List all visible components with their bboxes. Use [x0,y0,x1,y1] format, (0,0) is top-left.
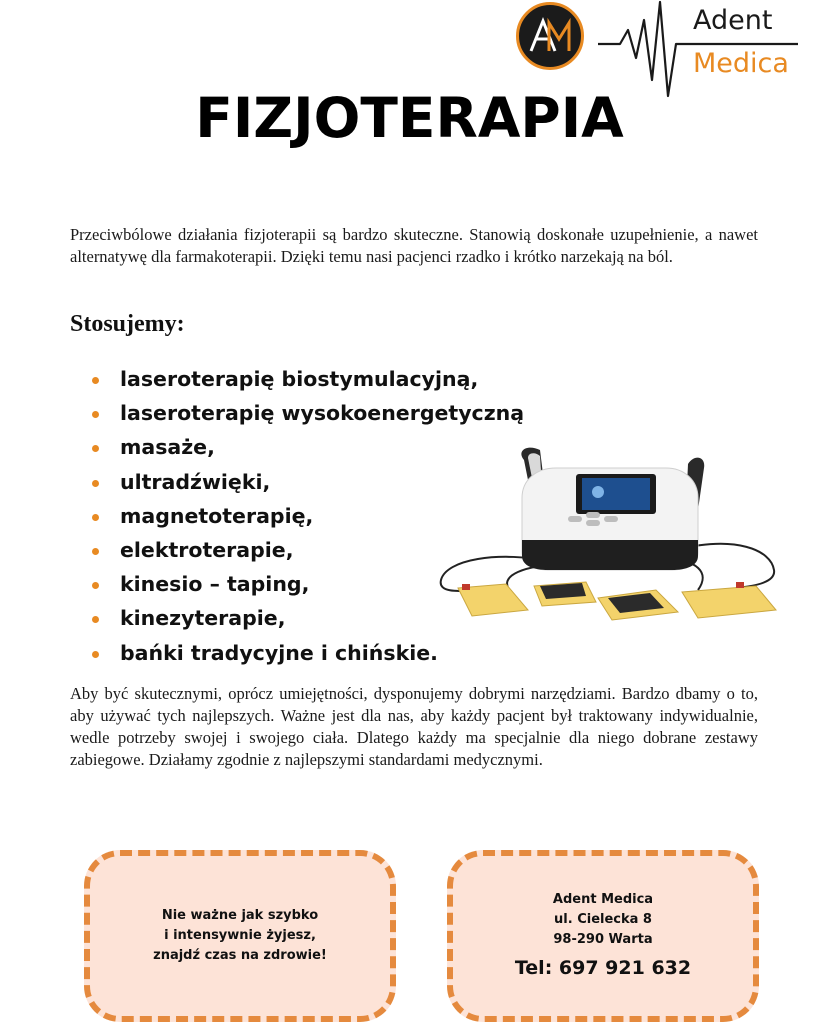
outro-paragraph: Aby być skutecznymi, oprócz umiejętności, dysponujemy dobrymi narzędziami. Bardzo dbamy o to, aby używać tych najlepszych. Ważne jest dla nas, aby każdy pacjent był traktowany indywidualnie, wedle potrzeby swojej i swojego ciała. Dlatego każdy ma specjalnie dla niego dobrane zestawy zabiegowe. Działamy zgodnie z najlepszymi standardami medycznymi. [70,684,758,769]
bullet-icon [92,514,99,521]
bullet-icon [92,377,99,384]
slogan-line: znajdź czas na zdrowie! [153,948,327,963]
brand-name-line1: Adent [693,5,773,36]
list-item-label: elektroterapie, [120,538,294,563]
brand-name-line2: Medica [693,48,789,79]
slogan-line: Nie ważne jak szybko [161,908,319,923]
bullet-icon [92,582,99,589]
list-item-label: magnetoterapię, [120,503,314,528]
contact-name: Adent Medica [552,892,654,907]
list-item [92,396,524,430]
bullet-icon [92,445,99,452]
slogan-box [84,850,396,1022]
bullet-icon [92,548,99,555]
list-item-label: ultradźwięki, [120,469,271,494]
list-item [92,636,524,670]
intro-paragraph: Przeciwbólowe działania fizjoterapii są bardzo skuteczne. Stanowią doskonałe uzupełnienie, a nawet alternatywę dla farmakoterapii. Dzięki temu nasi pacjenci rzadko i krótko narzekają na ból. [70,225,758,266]
slogan-line: i intensywnie żyjesz, [164,928,316,943]
bullet-icon [92,616,99,623]
list-item-label: kinezyterapie, [120,606,286,631]
bullet-icon [92,411,99,418]
contact-phone[interactable]: Tel: 697 921 632 [514,957,692,979]
list-item-label: kinesio – taping, [120,572,310,597]
list-item-label: bańki tradycyjne i chińskie. [120,640,438,665]
list-heading: Stosujemy: [70,311,185,337]
am-monogram-icon [519,5,581,67]
list-item-label: laseroterapię wysokoenergetyczną [120,401,525,426]
list-item-label: masaże, [120,435,215,460]
list-item [92,362,524,396]
logo-monogram [516,2,584,70]
contact-box [447,850,759,1022]
device-image [436,440,781,630]
bullet-icon [92,651,99,658]
contact-street: ul. Cielecka 8 [554,912,652,927]
list-item-label: laseroterapię biostymulacyjną, [120,367,479,391]
contact-city: 98-290 Warta [553,932,653,947]
bullet-icon [92,480,99,487]
page-title: FIZJOTERAPIA [195,86,624,150]
